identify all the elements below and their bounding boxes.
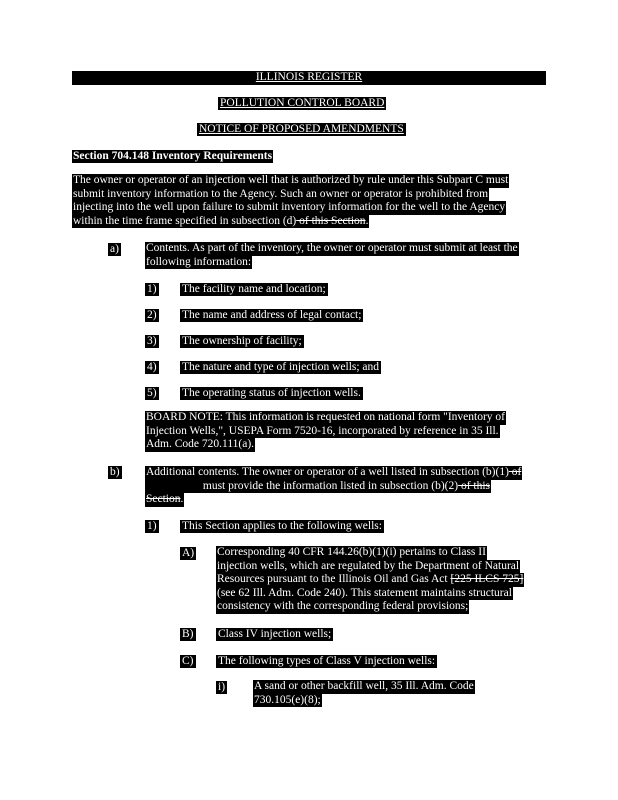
board-note (145, 411, 506, 452)
item-i-line-1: A sand or other backfill well, 35 Ill. Adm. Code (254, 680, 474, 692)
list-a-4-text: The nature and type of injection wells; and (182, 361, 380, 373)
board-note-line-3: Adm. Code 720.111(a). (146, 438, 255, 450)
item-A-line-3-struck: [225 ILCS 725] (450, 573, 524, 585)
item-b-line-2-struck: of this (458, 479, 491, 492)
section-heading-text: Section 704.148 Inventory Requirements (73, 150, 273, 162)
redaction-smudge (146, 481, 200, 490)
list-a-3-text: The ownership of facility; (182, 335, 302, 347)
item-b-marker: b) (110, 466, 120, 478)
item-b-line-1 (145, 466, 522, 480)
intro-line-3: injecting into the well upon failure to submit inventory information for the well to the Agency (73, 201, 506, 213)
item-C-text: The following types of Class V injection wells: (218, 655, 436, 667)
board-note-line-1: BOARD NOTE: This information is requested on national form "Inventory of (146, 411, 506, 423)
item-i-line-2: 730.105(e)(8); (254, 693, 321, 706)
list-a-5-text: The operating status of injection wells. (182, 387, 361, 399)
item-i-marker: i) (218, 681, 226, 693)
intro-paragraph (72, 174, 509, 228)
intro-line-2: submit inventory information to the Agency. Such an owner or operator is prohibited from (73, 187, 489, 200)
list-a-2-text: The name and address of legal contact; (182, 309, 362, 321)
item-b-line-3-end: . (180, 493, 184, 505)
item-b1-marker: 1) (147, 520, 157, 532)
item-a-marker: a) (110, 243, 119, 255)
item-A-line-3-text: Resources pursuant to the Illinois Oil and Gas Act (217, 573, 451, 585)
item-b-line-2-text: must provide the information listed in subsection (b)(2) (200, 479, 459, 492)
item-i-text (253, 680, 475, 707)
item-b-line-2 (145, 480, 491, 494)
intro-end: . (365, 214, 369, 227)
item-b-line-1-text: Additional contents. The owner or operator of a well listed in subsection (b)(1) (146, 466, 509, 478)
board-title: POLLUTION CONTROL BOARD (220, 97, 385, 109)
list-a-1-marker: 1) (147, 283, 157, 295)
list-a-2-marker: 2) (147, 309, 157, 321)
section-heading (72, 150, 273, 163)
item-B-marker: B) (182, 628, 194, 640)
item-B-text: Class IV injection wells; (218, 628, 332, 640)
list-a-3-marker: 3) (147, 335, 157, 347)
intro-line-4-text: within the time frame specified in subsection (d) (73, 214, 297, 227)
item-A-text (216, 546, 524, 614)
board-header (218, 97, 386, 110)
list-a-5-marker: 5) (147, 387, 157, 399)
item-A-line-2: injection wells, which are regulated by the Department of Natural (217, 559, 520, 572)
intro-line-1: The owner or operator of an injection well that is authorized by rule under this Subpart C must (73, 174, 509, 186)
item-b1-text: This Section applies to the following wells: (182, 520, 382, 532)
item-A-line-1: Corresponding 40 CFR 144.26(b)(1)(i) pertains to Class II (217, 546, 486, 558)
item-a-line-1: Contents. As part of the inventory, the owner or operator must submit at least the (146, 242, 518, 254)
item-A-line-3 (216, 573, 524, 587)
header-rule (72, 84, 546, 85)
register-title: ILLINOIS REGISTER (255, 71, 363, 83)
item-a-line-2: following information: (146, 255, 252, 268)
list-a-4-marker: 4) (147, 361, 157, 373)
item-A-marker: A) (182, 547, 195, 559)
item-b-line-3 (145, 493, 184, 507)
item-A-line-4: (see 62 Ill. Adm. Code 240). This statement maintains structural (217, 586, 512, 599)
intro-line-4 (72, 215, 369, 229)
item-A-line-5: consistency with the corresponding federal provisions; (217, 600, 469, 612)
item-b-line-1-struck: of (508, 466, 522, 478)
board-note-line-2: Injection Wells,", USEPA Form 7520-16, incorporated by reference in 35 Ill. (146, 424, 499, 437)
notice-title: NOTICE OF PROPOSED AMENDMENTS (199, 123, 404, 135)
item-C-marker: C) (182, 655, 194, 667)
notice-header (197, 123, 406, 136)
register-header (72, 71, 546, 84)
item-b-line-3-struck: Section (146, 493, 181, 505)
item-b-text (145, 466, 522, 507)
intro-struck-text: of this Section (296, 214, 366, 227)
item-a-text (145, 242, 519, 269)
list-a-1-text: The facility name and location; (182, 283, 326, 295)
